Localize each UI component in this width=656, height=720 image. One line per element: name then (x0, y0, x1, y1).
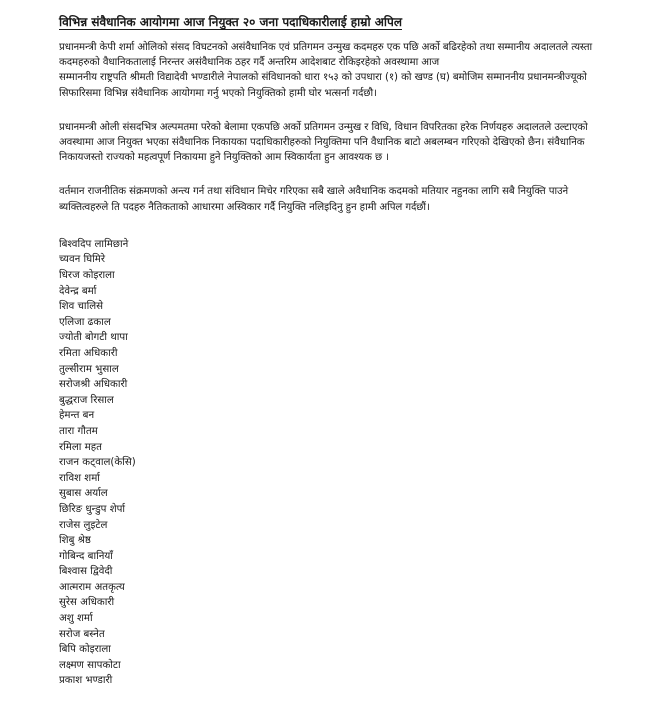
signatory-name: बिपि कोइराला (59, 644, 111, 656)
signatory-name: गोबिन्द बानियाँ (59, 550, 113, 562)
signatory-name: बिश्वास द्विवेदी (59, 566, 113, 578)
signatory-name: रमिला महत (59, 441, 102, 453)
signatory-name: बिश्वदिप लामिछाने (59, 238, 129, 250)
signatory-name: शिबु श्रेष्ठ (59, 535, 91, 547)
signatory-name: एलिजा ढकाल (59, 316, 111, 328)
signatory-name: च्यवन घिमिरे (59, 254, 106, 266)
signatory-name: धिरज कोइराला (59, 270, 115, 282)
signatory-name: सुबास अर्याल (59, 488, 108, 500)
signatory-name: राजेस लुइटेल (59, 519, 108, 531)
paragraph-1: प्रधानमन्त्री केपी शर्मा ओलिको संसद विघटनको असंवैधानिक एवं प्रतिगमन उन्मुख कदमहरु एक पछि अर्को बढिरहेको तथा सम्मानीय अदालतले त्यस्ता कदमहरुको वैधानिकतालाई निरन्तर असंवैधानिक ठहर गर्दै अन्तरिम आदेशबाट रोकिइरहेको अवस्थामा आज (59, 42, 593, 69)
signatory-name: ज्योती बोगटी थापा (59, 332, 128, 344)
signatory-name: सुरेस अधिकारी (59, 597, 115, 609)
signatory-name: तारा गौतम (59, 425, 98, 437)
signatory-name: हेमन्त बन (59, 410, 95, 422)
signatory-name: अशु शर्मा (59, 613, 93, 625)
paragraph-4: वर्तमान राजनीतिक संक्रमणको अन्त्य गर्न तथा संविधान मिचेर गरिएका सबै खाले अवैधानिक कदमको मतियार नहुनका लागि सबै नियुक्ति पाउने ब्यक्तित्वहरुले ति पदहरु नैतिकताको आधारमा अस्विकार गर्दै नियुक्ति नलिइदिनु हुन हामी अपिल गर्दछौं। (59, 186, 569, 213)
signatory-name: लक्ष्मण सापकोटा (59, 659, 121, 671)
signatory-name: छिरिङ धुन्डुप शेर्पा (59, 503, 126, 515)
signatory-name: प्रकाश भण्डारी (59, 675, 113, 687)
paragraph-2: सम्माननीय राष्ट्रपति श्रीमती विद्यादेवी भण्डारीले नेपालको संविधानको धारा १५३ को उपधारा (१) को खण्ड (घ) बमोजिम सम्माननीय प्रधानमन्त्रीज्यूको सिफारिसमा विभिन्न संवैधानिक आयोगमा गर्नु भएको नियुक्तिको हामी घोर भत्सर्ना गर्दछौ। (59, 72, 587, 99)
signatory-name: राविश शर्मा (59, 472, 100, 484)
signatory-name: सरोज बस्नेत (59, 628, 105, 640)
signatory-name: राजन कट्‌वाल(केसि) (59, 457, 136, 469)
signatory-name: शिव चालिसे (59, 301, 104, 313)
signatory-name: देवेन्द्र बर्मा (59, 285, 97, 297)
signatory-name: सरोजश्री अधिकारी (59, 379, 128, 391)
signatory-name: आत्मराम अतकृत्य (59, 581, 125, 593)
signatory-name: तुल्सीराम भुसाल (59, 363, 119, 375)
signatory-name: रमिता अधिकारी (59, 347, 118, 359)
document-title: विभिन्न संवैधानिक आयोगमा आज नियुक्त २० जना पदाधिकारीलाई हाम्रो अपिल (59, 15, 402, 29)
signatory-list (59, 237, 620, 689)
paragraph-3: प्रधानमन्त्री ओली संसदभित्र अल्पमतमा परेको बेलामा एकपछि अर्को प्रतिगमन उन्मुख र विधि, विधान विपरितका हरेक निर्णयहरु अदालतले उल्टाएको अवस्थामा आज नियुक्त भएका संवैधानिक निकायका पदाधिकारीहरुको नियुक्तिमा पनि वैधानिक बाटो अबलम्बन गरिएको देखिएको छैन। संवैधानिक निकायजस्तो राज्यको महत्वपूर्ण निकायमा हुने नियुक्तिको आम स्विकार्यता हुन आवश्यक छ । (59, 121, 588, 164)
signatory-name: बुद्धराज रिसाल (59, 394, 114, 406)
